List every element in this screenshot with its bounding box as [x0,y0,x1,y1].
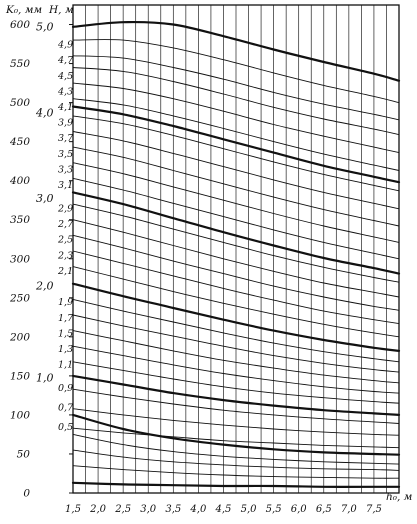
h-scale-label: 1,9 [58,297,74,309]
k-tick-label: 450 [9,136,30,149]
h-scale-label: 2,7 [58,219,74,231]
h-scale-label: 2,0 [36,279,54,293]
k-axis-title: K₀, мм [6,4,43,16]
h-scale-label: 3,9 [58,117,74,129]
x-tick-label: 2,5 [115,504,132,515]
x-tick-label: 6,5 [315,504,332,515]
h-scale-label: 1,7 [58,312,74,324]
x-tick-label: 2,0 [90,504,107,515]
h-scale-label: 0,5 [58,422,74,434]
x-tick-label: 5,0 [240,504,257,515]
x-axis-title: h₀, м [386,491,413,503]
h-scale-label: 2,3 [58,250,74,262]
h-scale-label: 1,0 [36,371,54,385]
h-scale-label: 4,7 [58,55,74,67]
label-layer [5,4,412,515]
x-tick-label: 3,5 [165,504,182,515]
x-tick-label: 1,5 [65,504,81,515]
h-scale-label: 3,7 [58,133,74,145]
x-tick-label: 6,0 [290,504,307,515]
h-axis-title: H, м [49,4,74,16]
k-tick-label: 350 [9,214,30,227]
h-scale-label: 4,3 [58,86,74,98]
h-scale-label: 4,5 [58,70,74,82]
h-scale-label: 5,0 [36,20,54,34]
h-scale-label: 0,7 [58,402,74,414]
h-scale-label: 4,0 [36,106,54,120]
h-scale-label: 3,3 [58,164,74,176]
k-tick-label: 550 [9,58,30,71]
k-tick-label: 250 [9,292,30,305]
k-tick-label: 300 [9,253,30,266]
x-tick-label: 4,0 [190,504,207,515]
k-tick-label: 400 [9,175,30,188]
h-scale-label: 1,3 [58,344,74,356]
h-scale-label: 3,5 [58,148,74,160]
h-scale-label: 3,0 [36,192,54,206]
k-tick-label: 100 [9,409,30,422]
x-tick-label: 7,5 [365,504,382,515]
x-tick-label: 5,5 [265,504,282,515]
h-scale-label: 4,1 [58,102,74,114]
x-tick-label: 7,0 [340,504,357,515]
grid-layer [69,5,399,493]
h-scale-label: 3,1 [58,180,74,192]
h-scale-label: 1,1 [58,359,74,371]
k-tick-label: 150 [9,370,30,383]
x-tick-label: 3,0 [140,504,157,515]
k-tick-label: 50 [16,448,30,461]
h-scale-label: 2,1 [58,265,74,277]
h-scale-label: 2,5 [58,234,74,246]
k-tick-label: 0 [23,487,30,500]
k-tick-label: 200 [9,331,30,344]
k-tick-label: 600 [9,19,30,32]
h-scale-label: 0,9 [58,383,74,395]
h-scale-label: 1,5 [58,328,74,340]
h-scale-label: 4,9 [58,39,74,51]
x-tick-label: 4,5 [215,504,232,515]
k-tick-label: 500 [9,97,30,110]
h-scale-label: 2,9 [58,203,74,215]
